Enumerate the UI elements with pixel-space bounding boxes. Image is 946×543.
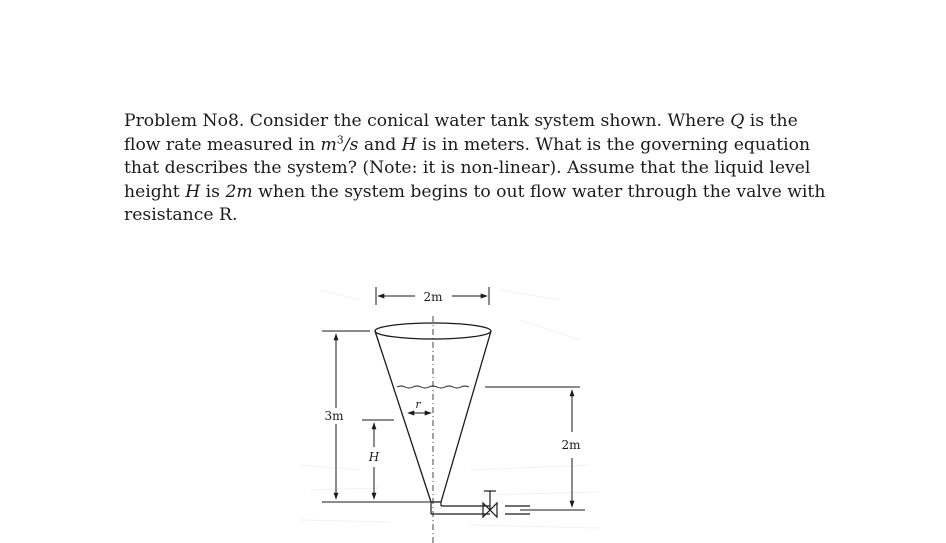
problem-line-2: flow rate measured in $m^3/s$ and H is in meters. What is the governing equation xyxy=(124,132,811,155)
unit-m: m xyxy=(320,134,337,155)
scan-background-noise xyxy=(300,290,600,528)
flow-rate-symbol: Q xyxy=(730,111,745,131)
conical-tank-diagram xyxy=(280,270,620,543)
tank-height-label: 3m xyxy=(324,409,344,423)
top-width-label: 2m xyxy=(423,290,443,304)
outlet-pipe xyxy=(431,502,530,514)
problem-line-1: Problem No8. Consider the conical water tank system shown. Where Q is the xyxy=(124,111,798,131)
problem-line-5: resistance R. xyxy=(124,205,238,225)
height-symbol-2: H xyxy=(185,181,201,202)
initial-height-value: 2m xyxy=(225,181,253,202)
radius-label: r xyxy=(415,398,421,411)
height-symbol: H xyxy=(401,134,417,155)
outlet-height-label: 2m xyxy=(561,438,581,452)
problem-statement xyxy=(124,110,824,228)
unit-per-second: /s xyxy=(343,134,359,155)
liquid-surface xyxy=(397,386,580,388)
problem-line-3: that describes the system? (Note: it is non-linear). Assume that the liquid level xyxy=(124,158,811,178)
level-label: H xyxy=(368,450,380,464)
unit-exponent: 3 xyxy=(336,132,344,146)
problem-line-4: height H is 2m when the system begins to out flow water through the valve with xyxy=(124,181,826,202)
